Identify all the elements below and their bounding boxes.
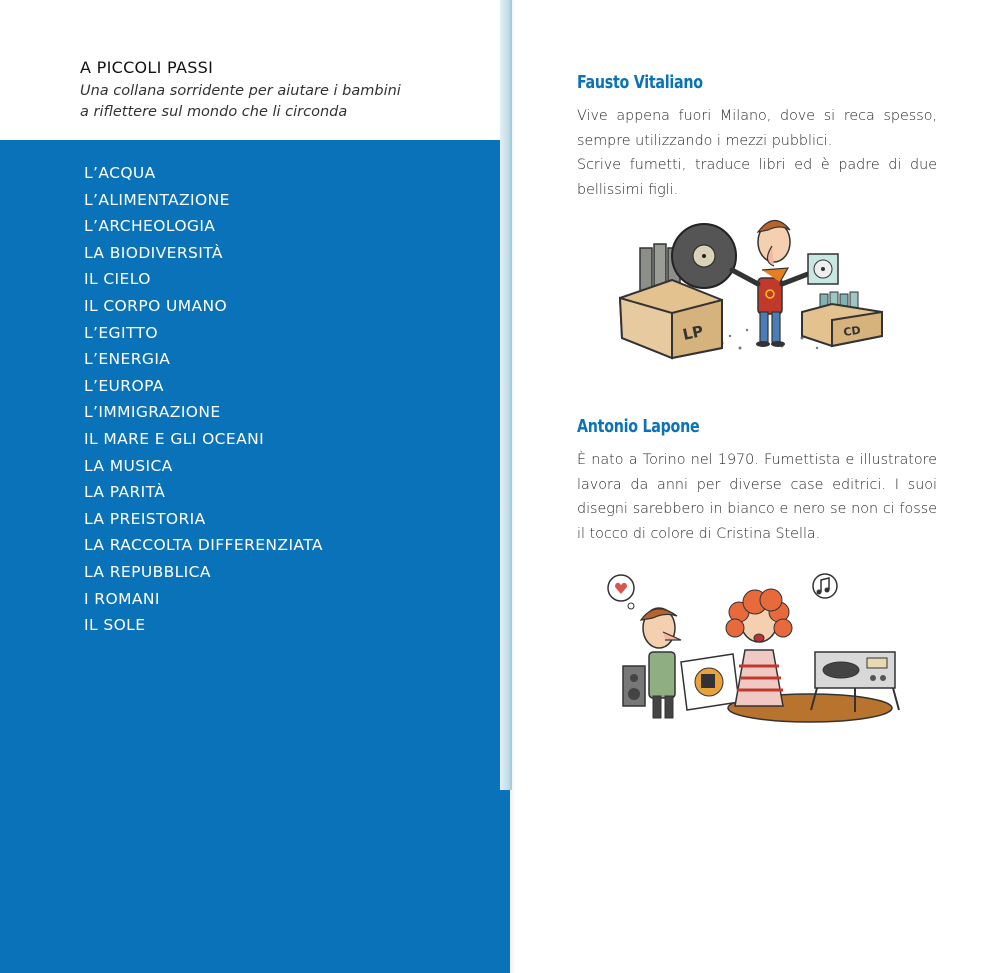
book-title: LA PARITÀ bbox=[84, 483, 166, 502]
music-note-bubble bbox=[813, 574, 837, 598]
series-subtitle-line-1: Una collana sorridente per aiutare i bambini bbox=[80, 83, 401, 99]
book-title: LA PREISTORIA bbox=[84, 509, 206, 528]
series-subtitle bbox=[80, 81, 500, 123]
author-block-illustrator bbox=[577, 416, 937, 546]
lp-box-label: LP bbox=[681, 322, 705, 344]
gutter-shadow bbox=[510, 0, 516, 973]
author-block-writer bbox=[577, 72, 937, 202]
cd-box bbox=[802, 292, 882, 346]
book-title: L’ACQUA bbox=[84, 164, 156, 182]
author-name: Antonio Lapone bbox=[577, 416, 700, 437]
series-subtitle-line-2: a riflettere sul mondo che li circonda bbox=[80, 104, 348, 120]
album-cover bbox=[681, 654, 739, 710]
loudspeaker bbox=[623, 666, 645, 706]
man-figure bbox=[732, 220, 808, 347]
author-bio bbox=[577, 104, 937, 202]
author-bio-paragraph: Scrive fumetti, traduce libri ed è padre di due bellissimi figli. bbox=[577, 157, 937, 198]
author-name: Fausto Vitaliano bbox=[577, 72, 703, 93]
book-title: IL MARE E GLI OCEANI bbox=[84, 429, 265, 448]
book-title: IL CIELO bbox=[84, 270, 151, 289]
music-couple-illustration bbox=[605, 570, 905, 750]
book-title: LA RACCOLTA DIFFERENZIATA bbox=[84, 536, 323, 555]
book-title: I ROMANI bbox=[84, 589, 160, 608]
series-title: A PICCOLI PASSI bbox=[80, 58, 214, 77]
record-collector-illustration bbox=[612, 208, 888, 363]
book-title: L’ENERGIA bbox=[84, 350, 171, 369]
heart-thought-bubble bbox=[608, 575, 634, 609]
lp-box bbox=[620, 224, 736, 358]
book-title: L’IMMIGRAZIONE bbox=[84, 403, 221, 422]
cd-case bbox=[808, 254, 838, 284]
book-list bbox=[84, 160, 323, 639]
man-figure bbox=[641, 608, 681, 718]
book-title: IL SOLE bbox=[84, 616, 146, 635]
book-title: IL CORPO UMANO bbox=[84, 296, 228, 315]
series-header bbox=[80, 58, 500, 123]
book-title: LA MUSICA bbox=[84, 456, 173, 475]
cd-box-label: CD bbox=[842, 323, 862, 339]
author-bio-paragraph: Vive appena fuori Milano, dove si reca spesso, sempre utilizzando i mezzi pubblici. bbox=[577, 108, 937, 149]
book-title: L’ALIMENTAZIONE bbox=[84, 190, 230, 209]
book-title: LA BIODIVERSITÀ bbox=[84, 243, 223, 262]
book-title: L’EUROPA bbox=[84, 376, 164, 395]
book-title: L’EGITTO bbox=[84, 323, 159, 342]
author-bio-paragraph: È nato a Torino nel 1970. Fumettista e illustratore lavora da anni per diverse case editrici. I suoi disegni sarebbero in bianco e nero se non ci fosse il tocco di colore di Cristina Stella. bbox=[577, 452, 937, 542]
author-bio bbox=[577, 448, 937, 546]
book-title: LA REPUBBLICA bbox=[84, 562, 211, 581]
book-title: L’ARCHEOLOGIA bbox=[84, 217, 216, 236]
